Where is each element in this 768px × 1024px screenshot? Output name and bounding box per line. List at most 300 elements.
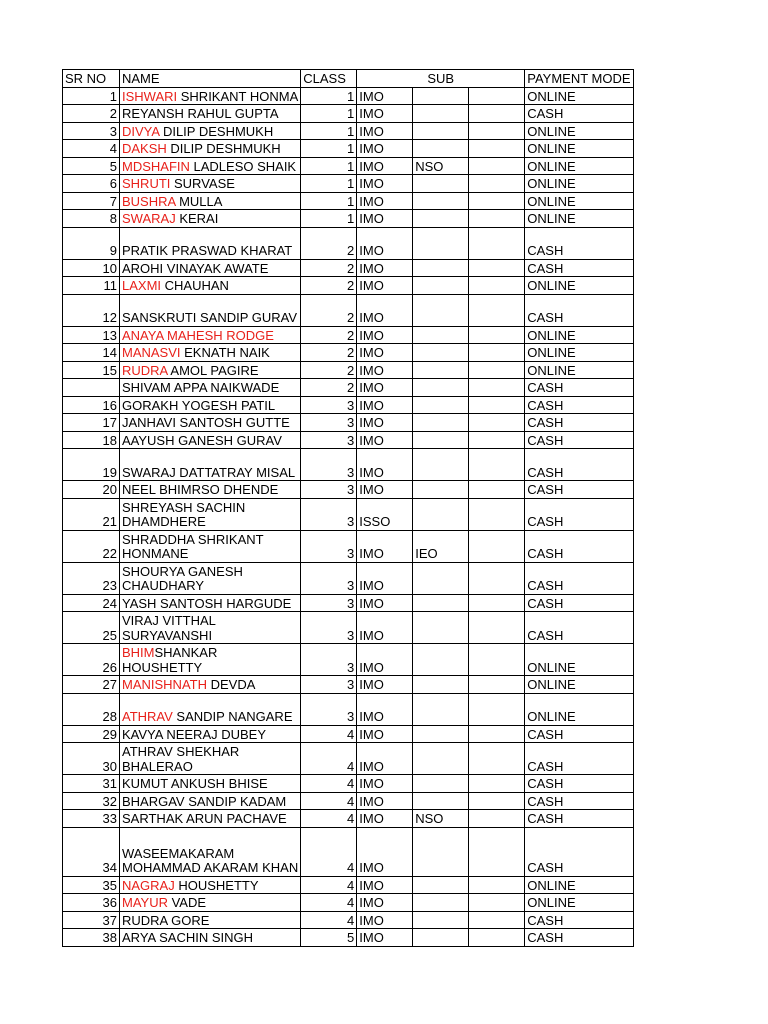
- sub1-cell[interactable]: IMO: [357, 87, 413, 105]
- class-cell[interactable]: 3: [301, 530, 357, 562]
- sub3-cell[interactable]: [469, 929, 525, 947]
- sub3-cell[interactable]: [469, 157, 525, 175]
- class-cell[interactable]: 3: [301, 676, 357, 694]
- class-cell[interactable]: 1: [301, 105, 357, 123]
- name-cell[interactable]: [120, 481, 301, 499]
- name-cell[interactable]: [120, 644, 301, 676]
- sr-no-cell[interactable]: 18: [63, 431, 120, 449]
- header-payment-mode[interactable]: PAYMENT MODE: [525, 70, 633, 88]
- sub3-cell[interactable]: [469, 743, 525, 775]
- sub1-cell[interactable]: IMO: [357, 361, 413, 379]
- sub3-cell[interactable]: [469, 481, 525, 499]
- sub3-cell[interactable]: [469, 326, 525, 344]
- sr-no-cell[interactable]: 11: [63, 277, 120, 295]
- sr-no-cell[interactable]: 1: [63, 87, 120, 105]
- sr-no-cell[interactable]: 7: [63, 192, 120, 210]
- sub3-cell[interactable]: [469, 594, 525, 612]
- sub3-cell[interactable]: [469, 277, 525, 295]
- sr-no-cell[interactable]: 24: [63, 594, 120, 612]
- name-cell[interactable]: [120, 210, 301, 228]
- class-cell[interactable]: 1: [301, 192, 357, 210]
- sub3-cell[interactable]: [469, 562, 525, 594]
- sub1-cell[interactable]: IMO: [357, 644, 413, 676]
- payment-mode-cell[interactable]: ONLINE: [525, 344, 633, 362]
- sr-no-cell[interactable]: 2: [63, 105, 120, 123]
- sub1-cell[interactable]: IMO: [357, 929, 413, 947]
- sr-no-cell[interactable]: 34: [63, 827, 120, 876]
- name-cell[interactable]: [120, 725, 301, 743]
- sub3-cell[interactable]: [469, 344, 525, 362]
- sr-no-cell[interactable]: 20: [63, 481, 120, 499]
- sub1-cell[interactable]: IMO: [357, 792, 413, 810]
- sub3-cell[interactable]: [469, 775, 525, 793]
- sub3-cell[interactable]: [469, 175, 525, 193]
- sub3-cell[interactable]: [469, 87, 525, 105]
- sub2-cell[interactable]: [413, 911, 469, 929]
- sub1-cell[interactable]: IMO: [357, 911, 413, 929]
- name-cell[interactable]: [120, 612, 301, 644]
- payment-mode-cell[interactable]: CASH: [525, 810, 633, 828]
- sub3-cell[interactable]: [469, 396, 525, 414]
- sub1-cell[interactable]: IMO: [357, 157, 413, 175]
- sub3-cell[interactable]: [469, 379, 525, 397]
- sr-no-cell[interactable]: 36: [63, 894, 120, 912]
- table-row: [63, 792, 634, 810]
- class-cell[interactable]: 3: [301, 594, 357, 612]
- sr-no-cell[interactable]: 27: [63, 676, 120, 694]
- sub2-cell[interactable]: [413, 498, 469, 530]
- name-text: VADE: [167, 895, 207, 910]
- payment-mode-cell[interactable]: CASH: [525, 294, 633, 326]
- sub2-cell[interactable]: [413, 259, 469, 277]
- sub2-cell[interactable]: [413, 414, 469, 432]
- highlighted-name: MANISHNATH: [122, 677, 207, 692]
- sub2-cell[interactable]: [413, 449, 469, 481]
- name-cell[interactable]: [120, 175, 301, 193]
- name-text: SHOURYA GANESH CHAUDHARY: [122, 563, 243, 593]
- sr-no-cell[interactable]: 29: [63, 725, 120, 743]
- sub3-cell[interactable]: [469, 725, 525, 743]
- sub1-cell[interactable]: IMO: [357, 326, 413, 344]
- sub2-cell[interactable]: [413, 676, 469, 694]
- name-cell[interactable]: [120, 911, 301, 929]
- class-cell[interactable]: 1: [301, 140, 357, 158]
- name-cell[interactable]: [120, 775, 301, 793]
- sub3-cell[interactable]: [469, 210, 525, 228]
- sub2-cell[interactable]: [413, 140, 469, 158]
- sub3-cell[interactable]: [469, 810, 525, 828]
- sr-no-cell[interactable]: [63, 379, 120, 397]
- sub2-cell[interactable]: [413, 175, 469, 193]
- class-cell[interactable]: 2: [301, 326, 357, 344]
- sub1-cell[interactable]: IMO: [357, 277, 413, 295]
- sub1-cell[interactable]: IMO: [357, 449, 413, 481]
- payment-mode-cell[interactable]: CASH: [525, 396, 633, 414]
- sub1-cell[interactable]: IMO: [357, 810, 413, 828]
- sub3-cell[interactable]: [469, 693, 525, 725]
- sub2-cell[interactable]: [413, 227, 469, 259]
- name-cell[interactable]: [120, 122, 301, 140]
- sub3-cell[interactable]: [469, 792, 525, 810]
- class-cell[interactable]: 2: [301, 259, 357, 277]
- class-cell[interactable]: 3: [301, 498, 357, 530]
- sub2-cell[interactable]: [413, 87, 469, 105]
- sub3-cell[interactable]: [469, 827, 525, 876]
- sub3-cell[interactable]: [469, 894, 525, 912]
- payment-mode-cell[interactable]: CASH: [525, 449, 633, 481]
- sub2-cell[interactable]: [413, 725, 469, 743]
- header-name[interactable]: NAME: [120, 70, 301, 88]
- sr-no-cell[interactable]: 16: [63, 396, 120, 414]
- name-cell[interactable]: [120, 530, 301, 562]
- table-row: [63, 326, 634, 344]
- sr-no-cell[interactable]: 12: [63, 294, 120, 326]
- sub3-cell[interactable]: [469, 192, 525, 210]
- table-row: [63, 775, 634, 793]
- class-cell[interactable]: 1: [301, 87, 357, 105]
- sub3-cell[interactable]: [469, 431, 525, 449]
- name-cell[interactable]: [120, 414, 301, 432]
- sub2-cell[interactable]: IEO: [413, 530, 469, 562]
- sub2-cell[interactable]: [413, 693, 469, 725]
- sub1-cell[interactable]: ISSO: [357, 498, 413, 530]
- sub2-cell[interactable]: [413, 827, 469, 876]
- sub3-cell[interactable]: [469, 498, 525, 530]
- sub2-cell[interactable]: NSO: [413, 810, 469, 828]
- name-cell[interactable]: [120, 498, 301, 530]
- name-cell[interactable]: [120, 361, 301, 379]
- sub1-cell[interactable]: IMO: [357, 876, 413, 894]
- sub2-cell[interactable]: [413, 775, 469, 793]
- sub3-cell[interactable]: [469, 140, 525, 158]
- payment-mode-cell[interactable]: ONLINE: [525, 140, 633, 158]
- payment-mode-cell[interactable]: CASH: [525, 414, 633, 432]
- sub2-cell[interactable]: [413, 326, 469, 344]
- name-cell[interactable]: [120, 693, 301, 725]
- sub3-cell[interactable]: [469, 294, 525, 326]
- sr-no-cell[interactable]: 4: [63, 140, 120, 158]
- payment-mode-cell[interactable]: CASH: [525, 379, 633, 397]
- sr-no-cell[interactable]: 37: [63, 911, 120, 929]
- class-cell[interactable]: 1: [301, 122, 357, 140]
- name-text: SHANKAR HOUSHETTY: [122, 645, 218, 675]
- name-text: CHAUHAN: [161, 278, 229, 293]
- sub1-cell[interactable]: IMO: [357, 175, 413, 193]
- class-cell[interactable]: 3: [301, 612, 357, 644]
- payment-mode-cell[interactable]: CASH: [525, 929, 633, 947]
- payment-mode-cell[interactable]: ONLINE: [525, 175, 633, 193]
- sr-no-cell[interactable]: 28: [63, 693, 120, 725]
- sub1-cell[interactable]: IMO: [357, 693, 413, 725]
- sub1-cell[interactable]: IMO: [357, 775, 413, 793]
- name-cell[interactable]: [120, 227, 301, 259]
- sub2-cell[interactable]: NSO: [413, 157, 469, 175]
- class-cell[interactable]: 3: [301, 481, 357, 499]
- sub1-cell[interactable]: IMO: [357, 227, 413, 259]
- payment-mode-cell[interactable]: CASH: [525, 227, 633, 259]
- name-cell[interactable]: [120, 827, 301, 876]
- table-row: [63, 294, 634, 326]
- name-cell[interactable]: [120, 876, 301, 894]
- sub2-cell[interactable]: [413, 344, 469, 362]
- sub1-cell[interactable]: IMO: [357, 210, 413, 228]
- payment-mode-cell[interactable]: ONLINE: [525, 894, 633, 912]
- sr-no-cell[interactable]: 26: [63, 644, 120, 676]
- payment-mode-cell[interactable]: ONLINE: [525, 676, 633, 694]
- table-row: [63, 259, 634, 277]
- name-text: SHREYASH SACHIN DHAMDHERE: [122, 499, 246, 529]
- sub1-cell[interactable]: IMO: [357, 743, 413, 775]
- payment-mode-cell[interactable]: ONLINE: [525, 326, 633, 344]
- name-cell[interactable]: [120, 594, 301, 612]
- sub2-cell[interactable]: [413, 294, 469, 326]
- payment-mode-cell[interactable]: ONLINE: [525, 644, 633, 676]
- sub1-cell[interactable]: IMO: [357, 725, 413, 743]
- sr-no-cell[interactable]: 17: [63, 414, 120, 432]
- payment-mode-cell[interactable]: CASH: [525, 911, 633, 929]
- sub1-cell[interactable]: IMO: [357, 192, 413, 210]
- payment-mode-cell[interactable]: CASH: [525, 827, 633, 876]
- class-cell[interactable]: 4: [301, 792, 357, 810]
- name-cell[interactable]: [120, 105, 301, 123]
- sub2-cell[interactable]: [413, 277, 469, 295]
- sub2-cell[interactable]: [413, 431, 469, 449]
- sub3-cell[interactable]: [469, 414, 525, 432]
- sub1-cell[interactable]: IMO: [357, 344, 413, 362]
- sr-no-cell[interactable]: 25: [63, 612, 120, 644]
- sub3-cell[interactable]: [469, 122, 525, 140]
- sr-no-cell[interactable]: 13: [63, 326, 120, 344]
- sr-no-cell[interactable]: 35: [63, 876, 120, 894]
- class-cell[interactable]: 4: [301, 775, 357, 793]
- sr-no-cell[interactable]: 14: [63, 344, 120, 362]
- sub3-cell[interactable]: [469, 105, 525, 123]
- name-cell[interactable]: [120, 294, 301, 326]
- payment-mode-cell[interactable]: CASH: [525, 481, 633, 499]
- class-cell[interactable]: 2: [301, 227, 357, 259]
- sub1-cell[interactable]: IMO: [357, 431, 413, 449]
- sub3-cell[interactable]: [469, 876, 525, 894]
- payment-mode-cell[interactable]: CASH: [525, 594, 633, 612]
- payment-mode-cell[interactable]: ONLINE: [525, 157, 633, 175]
- sr-no-cell[interactable]: 38: [63, 929, 120, 947]
- payment-mode-cell[interactable]: CASH: [525, 105, 633, 123]
- name-cell[interactable]: [120, 810, 301, 828]
- sub3-cell[interactable]: [469, 676, 525, 694]
- sr-no-cell[interactable]: 6: [63, 175, 120, 193]
- sub1-cell[interactable]: IMO: [357, 259, 413, 277]
- class-cell[interactable]: 4: [301, 725, 357, 743]
- sr-no-cell[interactable]: 22: [63, 530, 120, 562]
- sub1-cell[interactable]: IMO: [357, 676, 413, 694]
- name-cell[interactable]: [120, 140, 301, 158]
- name-cell[interactable]: [120, 929, 301, 947]
- payment-mode-cell[interactable]: CASH: [525, 498, 633, 530]
- sub2-cell[interactable]: [413, 122, 469, 140]
- class-cell[interactable]: 4: [301, 827, 357, 876]
- class-cell[interactable]: 4: [301, 911, 357, 929]
- highlighted-name: ISHWARI: [122, 88, 178, 104]
- sub3-cell[interactable]: [469, 612, 525, 644]
- sub1-cell[interactable]: IMO: [357, 122, 413, 140]
- name-cell[interactable]: [120, 792, 301, 810]
- header-class[interactable]: CLASS: [301, 70, 357, 88]
- sr-no-cell[interactable]: 30: [63, 743, 120, 775]
- sub1-cell[interactable]: IMO: [357, 140, 413, 158]
- sub1-cell[interactable]: IMO: [357, 827, 413, 876]
- table-row: [63, 530, 634, 562]
- name-cell[interactable]: [120, 192, 301, 210]
- sub3-cell[interactable]: [469, 530, 525, 562]
- name-cell[interactable]: [120, 344, 301, 362]
- name-cell[interactable]: [120, 157, 301, 175]
- sub2-cell[interactable]: [413, 644, 469, 676]
- sub2-cell[interactable]: [413, 612, 469, 644]
- sr-no-cell[interactable]: 21: [63, 498, 120, 530]
- payment-mode-cell[interactable]: ONLINE: [525, 693, 633, 725]
- sub3-cell[interactable]: [469, 449, 525, 481]
- payment-mode-cell[interactable]: ONLINE: [525, 210, 633, 228]
- header-sub[interactable]: SUB: [357, 70, 525, 88]
- class-cell[interactable]: 4: [301, 743, 357, 775]
- sr-no-cell[interactable]: 5: [63, 157, 120, 175]
- table-row: [63, 481, 634, 499]
- sr-no-cell[interactable]: 10: [63, 259, 120, 277]
- sub1-cell[interactable]: IMO: [357, 379, 413, 397]
- class-cell[interactable]: 3: [301, 449, 357, 481]
- class-cell[interactable]: 1: [301, 210, 357, 228]
- sub1-cell[interactable]: IMO: [357, 294, 413, 326]
- name-text: WASEEMAKARAM MOHAMMAD AKARAM KHAN: [122, 845, 299, 875]
- name-cell[interactable]: [120, 259, 301, 277]
- table-row: [63, 810, 634, 828]
- sr-no-cell[interactable]: 3: [63, 122, 120, 140]
- sr-no-cell[interactable]: 31: [63, 775, 120, 793]
- name-cell[interactable]: [120, 379, 301, 397]
- sr-no-cell[interactable]: 32: [63, 792, 120, 810]
- sub2-cell[interactable]: [413, 562, 469, 594]
- payment-mode-cell[interactable]: CASH: [525, 259, 633, 277]
- class-cell[interactable]: 2: [301, 294, 357, 326]
- sub3-cell[interactable]: [469, 361, 525, 379]
- sub1-cell[interactable]: IMO: [357, 894, 413, 912]
- class-cell[interactable]: 2: [301, 344, 357, 362]
- payment-mode-cell[interactable]: ONLINE: [525, 277, 633, 295]
- name-cell[interactable]: [120, 449, 301, 481]
- class-cell[interactable]: 2: [301, 379, 357, 397]
- sr-no-cell[interactable]: 19: [63, 449, 120, 481]
- payment-mode-cell[interactable]: CASH: [525, 530, 633, 562]
- class-cell[interactable]: 3: [301, 431, 357, 449]
- class-cell[interactable]: 3: [301, 562, 357, 594]
- sub2-cell[interactable]: [413, 929, 469, 947]
- name-cell[interactable]: [120, 326, 301, 344]
- name-cell[interactable]: [120, 396, 301, 414]
- table-row: [63, 105, 634, 123]
- sub2-cell[interactable]: [413, 894, 469, 912]
- sub2-cell[interactable]: [413, 743, 469, 775]
- class-cell[interactable]: 4: [301, 810, 357, 828]
- class-cell[interactable]: 5: [301, 929, 357, 947]
- sr-no-cell[interactable]: 9: [63, 227, 120, 259]
- name-text: REYANSH RAHUL GUPTA: [122, 106, 279, 121]
- sub1-cell[interactable]: IMO: [357, 530, 413, 562]
- sub1-cell[interactable]: IMO: [357, 562, 413, 594]
- payment-mode-cell[interactable]: ONLINE: [525, 87, 633, 105]
- payment-mode-cell[interactable]: ONLINE: [525, 361, 633, 379]
- name-cell[interactable]: [120, 562, 301, 594]
- header-sr-no[interactable]: SR NO: [63, 70, 120, 88]
- sr-no-cell[interactable]: 8: [63, 210, 120, 228]
- sub1-cell[interactable]: IMO: [357, 414, 413, 432]
- name-cell[interactable]: [120, 743, 301, 775]
- sub3-cell[interactable]: [469, 259, 525, 277]
- payment-mode-cell[interactable]: CASH: [525, 743, 633, 775]
- sr-no-cell[interactable]: 15: [63, 361, 120, 379]
- table-row: [63, 140, 634, 158]
- sub2-cell[interactable]: [413, 876, 469, 894]
- name-cell[interactable]: [120, 894, 301, 912]
- class-cell[interactable]: 4: [301, 876, 357, 894]
- payment-mode-cell[interactable]: CASH: [525, 612, 633, 644]
- sub3-cell[interactable]: [469, 644, 525, 676]
- sub3-cell[interactable]: [469, 911, 525, 929]
- sub3-cell[interactable]: [469, 227, 525, 259]
- name-text: RUDRA GORE: [122, 912, 210, 928]
- sub2-cell[interactable]: [413, 481, 469, 499]
- class-cell[interactable]: 4: [301, 894, 357, 912]
- payment-mode-cell[interactable]: CASH: [525, 725, 633, 743]
- sub2-cell[interactable]: [413, 594, 469, 612]
- name-cell[interactable]: [120, 277, 301, 295]
- sub2-cell[interactable]: [413, 105, 469, 123]
- name-cell[interactable]: [120, 676, 301, 694]
- payment-mode-cell[interactable]: ONLINE: [525, 122, 633, 140]
- class-cell[interactable]: 2: [301, 277, 357, 295]
- class-cell[interactable]: 1: [301, 175, 357, 193]
- sub2-cell[interactable]: [413, 396, 469, 414]
- sub2-cell[interactable]: [413, 792, 469, 810]
- payment-mode-cell[interactable]: CASH: [525, 775, 633, 793]
- name-text: SARTHAK ARUN PACHAVE: [122, 811, 287, 826]
- payment-mode-cell[interactable]: ONLINE: [525, 876, 633, 894]
- class-cell[interactable]: 1: [301, 157, 357, 175]
- sub1-cell[interactable]: IMO: [357, 594, 413, 612]
- sub2-cell[interactable]: [413, 210, 469, 228]
- payment-mode-cell[interactable]: ONLINE: [525, 192, 633, 210]
- sub1-cell[interactable]: IMO: [357, 481, 413, 499]
- sub1-cell[interactable]: IMO: [357, 612, 413, 644]
- class-cell[interactable]: 3: [301, 414, 357, 432]
- sub2-cell[interactable]: [413, 361, 469, 379]
- sub2-cell[interactable]: [413, 379, 469, 397]
- payment-mode-cell[interactable]: CASH: [525, 431, 633, 449]
- sub1-cell[interactable]: IMO: [357, 396, 413, 414]
- sr-no-cell[interactable]: 33: [63, 810, 120, 828]
- class-cell[interactable]: 3: [301, 693, 357, 725]
- table-row: [63, 498, 634, 530]
- class-cell[interactable]: 3: [301, 396, 357, 414]
- name-cell[interactable]: [120, 87, 301, 105]
- class-cell[interactable]: 2: [301, 361, 357, 379]
- sub1-cell[interactable]: IMO: [357, 105, 413, 123]
- payment-mode-cell[interactable]: CASH: [525, 562, 633, 594]
- sub2-cell[interactable]: [413, 192, 469, 210]
- name-cell[interactable]: [120, 431, 301, 449]
- class-cell[interactable]: 3: [301, 644, 357, 676]
- sr-no-cell[interactable]: 23: [63, 562, 120, 594]
- payment-mode-cell[interactable]: CASH: [525, 792, 633, 810]
